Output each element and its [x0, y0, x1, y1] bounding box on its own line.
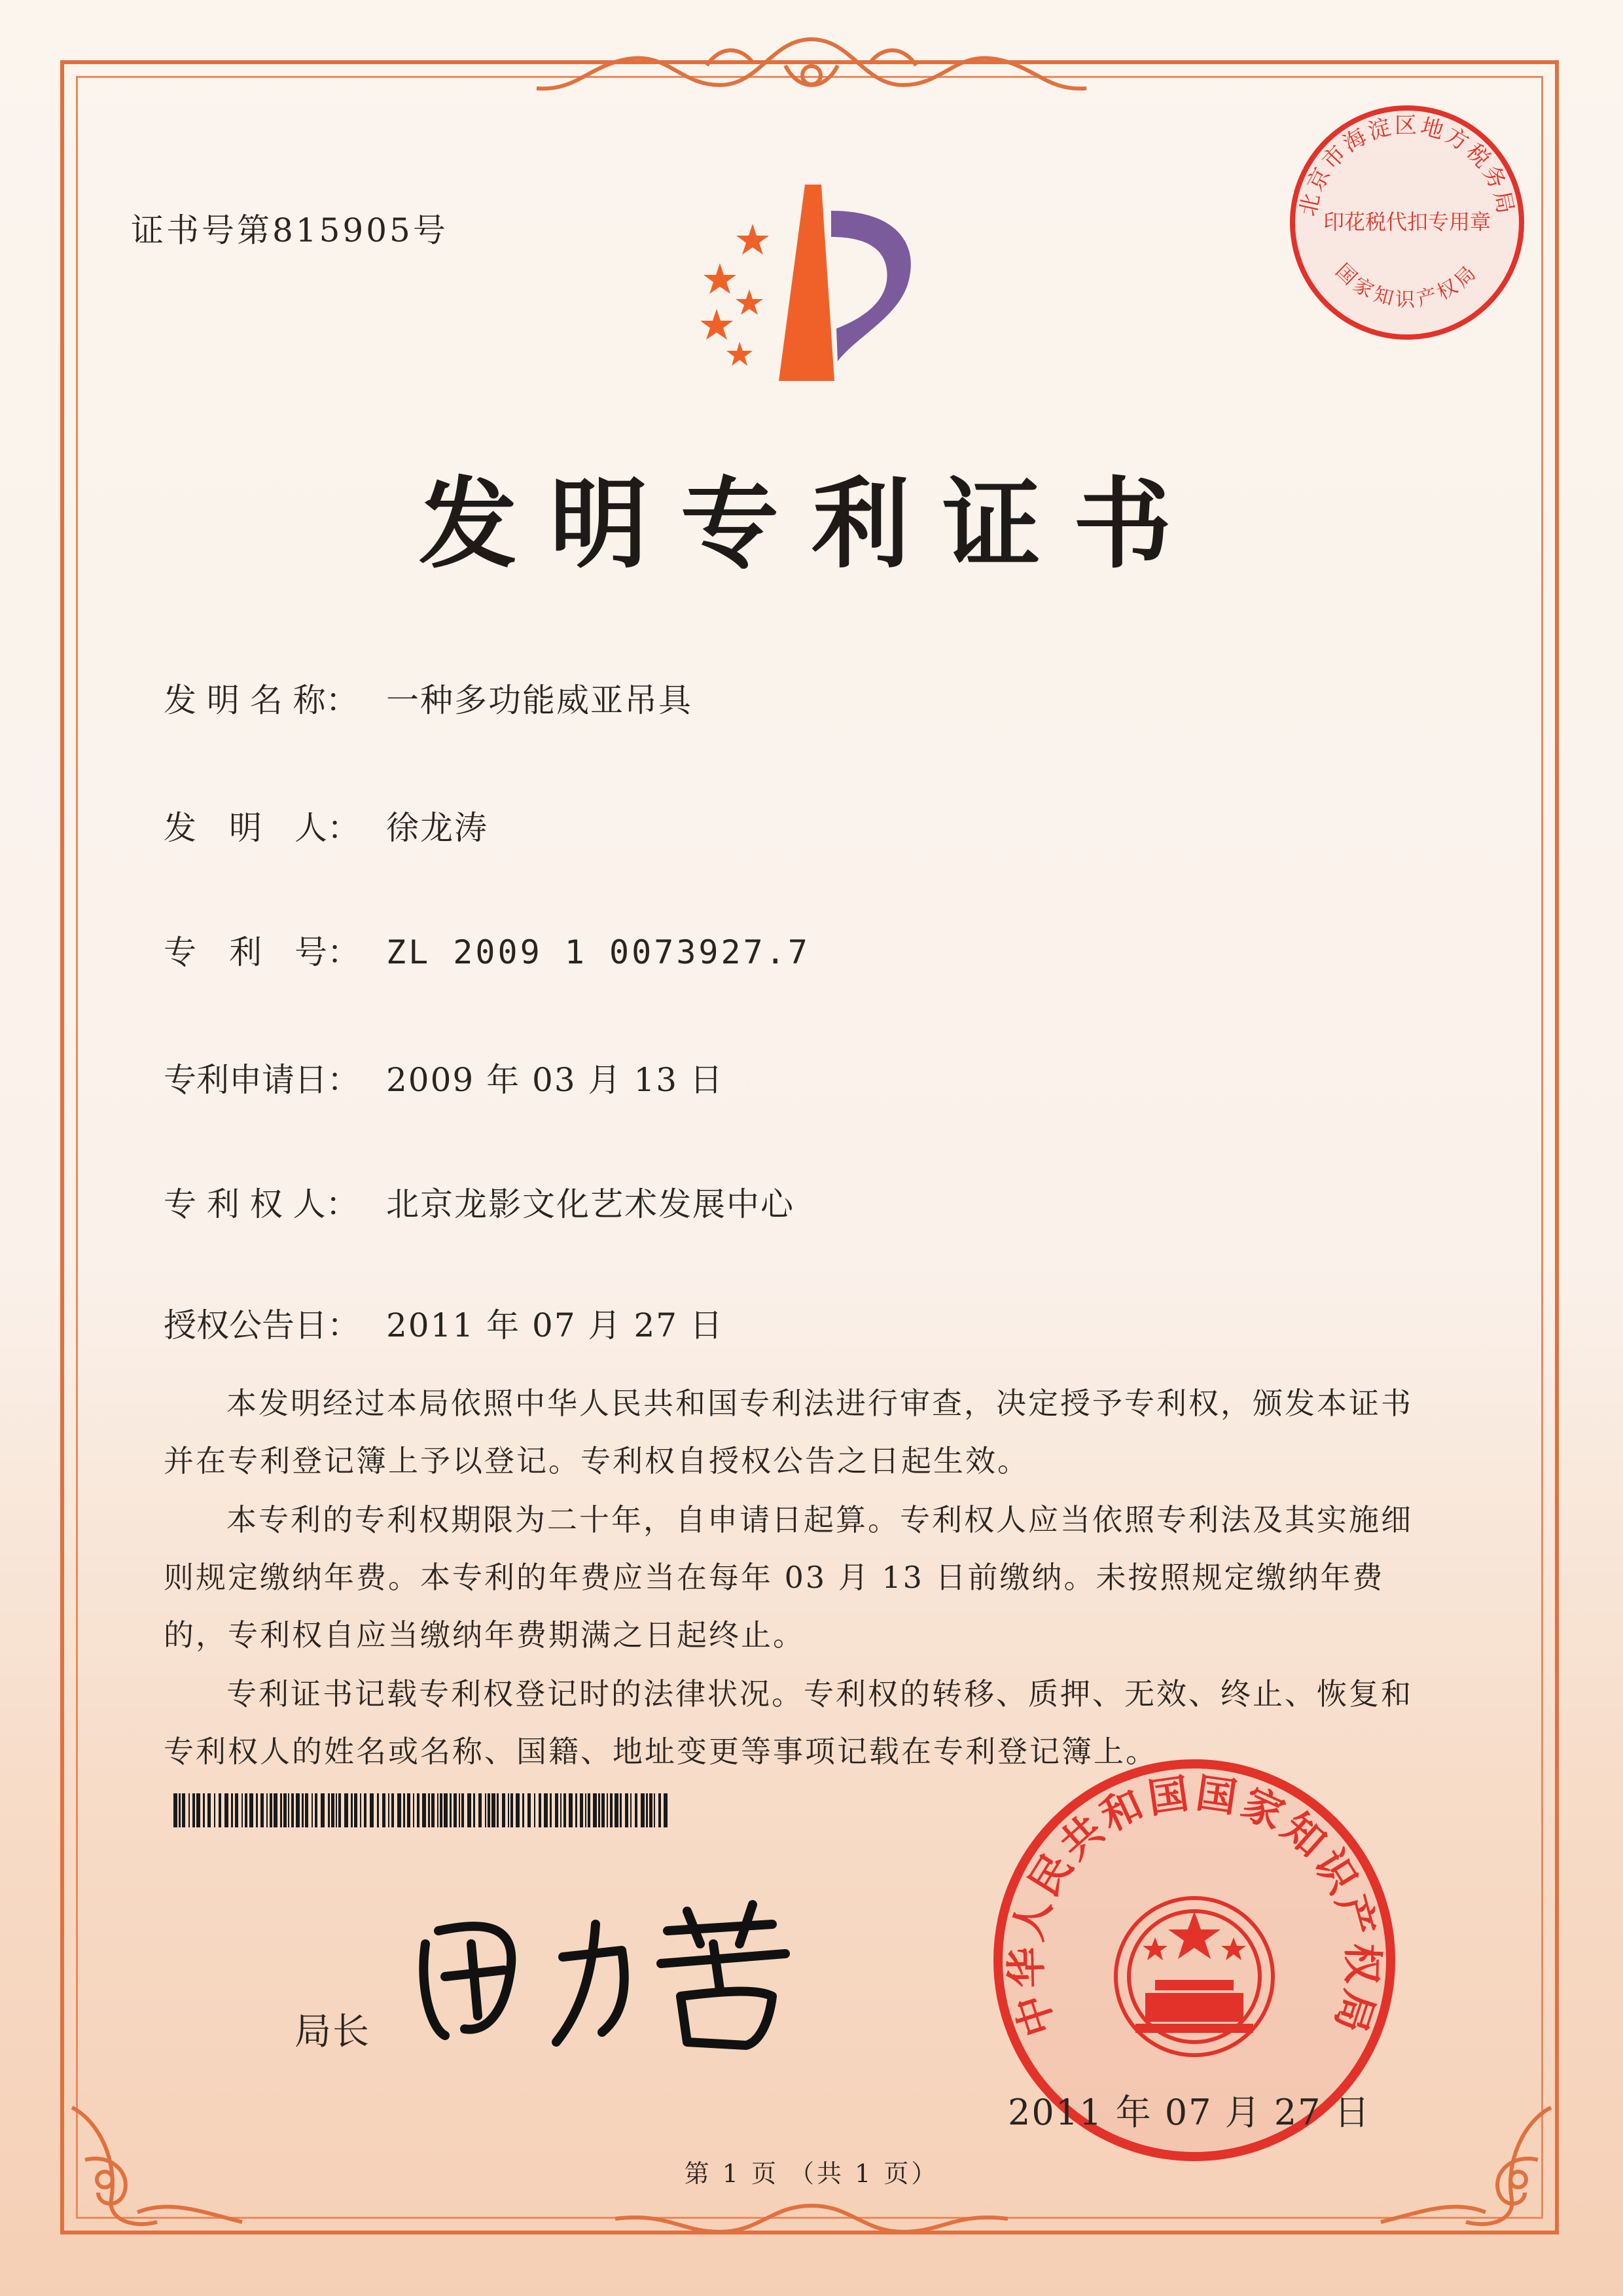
- field-value: ZL 2009 1 0073927.7: [386, 933, 810, 971]
- issue-date: 2011 年 07 月 27 日: [1008, 2092, 1371, 2133]
- tax-stamp-seal: [1283, 98, 1531, 347]
- field-invention-name: [164, 674, 692, 721]
- small-seal-bottom-text: 国家知识产权局: [1330, 259, 1484, 312]
- field-inventor: [164, 802, 488, 849]
- field-patentee: [164, 1178, 794, 1225]
- field-label: 发 明 名 称：: [164, 681, 359, 719]
- barcode: [173, 1793, 671, 1827]
- paragraph-text: 本专利的专利权期限为二十年，自申请日起算。专利权人应当依照专利法及其实施细则规定缴纳年费。本专利的年费应当在每年 03 月 13 日前缴纳。未按照规定缴纳年费的，专利权自应当缴纳年费期满之日起终止。: [164, 1502, 1413, 1653]
- field-value: 北京龙影文化艺术发展中心: [386, 1185, 794, 1223]
- field-value: 2009 年 03 月 13 日: [386, 1061, 724, 1099]
- logo-stars-icon: [700, 224, 769, 366]
- bottom-center-ornament: [576, 2193, 1047, 2245]
- field-value: 2011 年 07 月 27 日: [386, 1306, 724, 1344]
- field-label: 专 利 权 人：: [164, 1185, 359, 1223]
- paragraph-term: [164, 1491, 1420, 1664]
- paragraph-text: 专利证书记载专利权登记时的法律状况。专利权的转移、质押、无效、终止、恢复和专利权人的姓名或名称、国籍、地址变更等事项记载在专利登记簿上。: [164, 1676, 1413, 1769]
- field-label: 专 利 号：: [164, 933, 360, 971]
- large-seal-ring-text: 中华人民共和国国家知识产权局: [1002, 1768, 1387, 2042]
- field-patent-number: [164, 926, 810, 973]
- field-value: 一种多功能威亚吊具: [386, 681, 692, 719]
- page-footer: 第 1 页 （共 1 页）: [684, 2159, 939, 2188]
- director-label: 局长: [294, 2011, 370, 2053]
- director-signature: [406, 1885, 812, 2055]
- field-label: 专利申请日：: [164, 1061, 360, 1099]
- paragraph-grant: [164, 1374, 1420, 1490]
- field-label: 发 明 人：: [164, 809, 360, 847]
- patent-office-logo: [681, 171, 955, 387]
- small-seal-center-text: 印花税代扣专用章: [1323, 209, 1491, 234]
- field-grant-date: [164, 1299, 724, 1346]
- certificate-title: 发明专利证书: [418, 467, 1204, 582]
- field-label: 授权公告日：: [164, 1306, 360, 1344]
- field-application-date: [164, 1054, 724, 1101]
- certificate-number: 证书号第815905号: [131, 211, 448, 249]
- field-value: 徐龙涛: [386, 809, 488, 847]
- paragraph-text: 本发明经过本局依照中华人民共和国专利法进行审查，决定授予专利权，颁发本证书并在专利登记簿上予以登记。专利权自授权公告之日起生效。: [164, 1386, 1413, 1479]
- small-seal-ring-text: 北京市海淀区地方税务局: [1294, 112, 1520, 219]
- top-ornament: [510, 26, 1113, 111]
